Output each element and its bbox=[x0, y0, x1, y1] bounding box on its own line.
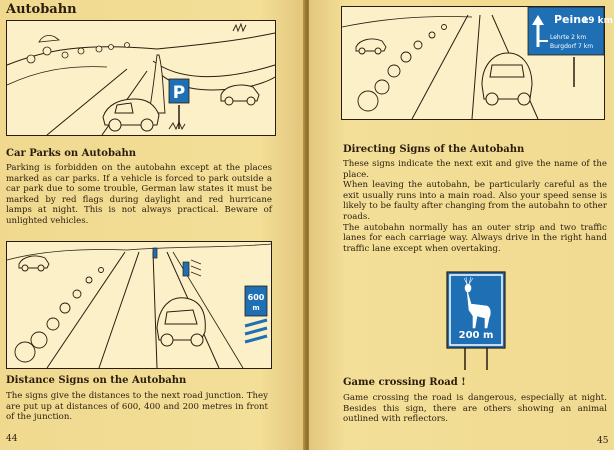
distance-signs-illustration bbox=[6, 241, 272, 369]
distance-sign-unit: m bbox=[252, 304, 260, 312]
directing-signs-paragraph-2: When leaving the autobahn, be particularly careful as the exit usually runs into a main road. Also your speed sense is likely to be faulty after changing from the autobahn to other roads. bbox=[343, 180, 607, 222]
direction-sign-line2: Lehrte 2 km bbox=[550, 34, 587, 41]
distance-signs-body: The signs give the distances to the next road junction. They are put up at distances of 600, 400 and 200 metres in front of the junction. bbox=[6, 391, 268, 423]
page-number-left: 44 bbox=[6, 434, 18, 444]
directing-sign-drawing bbox=[342, 7, 614, 119]
section-heading-directing-signs: Directing Signs of the Autobahn bbox=[343, 144, 525, 155]
distance-sign-number: 600 bbox=[247, 293, 265, 302]
game-sign-label: 200 m bbox=[458, 330, 494, 341]
directing-signs-paragraph-3: The autobahn normally has an outer strip and two traffic lanes for each carriage way. Always drive in the right hand traffic lane except when overtaking. bbox=[343, 222, 607, 254]
left-page bbox=[0, 0, 305, 450]
section-heading-game-crossing: Game crossing Road ! bbox=[343, 377, 466, 388]
directing-signs-paragraph-1: These signs indicate the next exit and give the name of the place. bbox=[343, 159, 607, 180]
car-park-drawing bbox=[7, 21, 275, 135]
direction-sign-destination: Peine bbox=[554, 13, 589, 26]
game-crossing-sign bbox=[445, 270, 507, 370]
direction-sign-distance: 19 km bbox=[582, 16, 614, 26]
car-parks-body: Parking is forbidden on the autobahn except at the places marked as car parks. If a vehicle is forced to park outside a car park due to some trouble, German law states it must be marked by red flags during daylight and red hurricane lamps at night. This is not always practical. Beware of unlighted vehicles. bbox=[6, 163, 272, 226]
right-page bbox=[309, 0, 614, 450]
game-crossing-body: Game crossing the road is dangerous, especially at night. Besides this sign, there are others showing an animal outlined with reflectors. bbox=[343, 393, 607, 425]
section-heading-car-parks: Car Parks on Autobahn bbox=[6, 148, 136, 159]
page-number-right: 45 bbox=[597, 436, 609, 446]
directing-sign-illustration bbox=[341, 6, 614, 120]
direction-sign-line3: Burgdorf 7 km bbox=[550, 43, 594, 50]
distance-signs-drawing bbox=[7, 242, 271, 368]
car-park-illustration bbox=[6, 20, 276, 136]
game-crossing-drawing bbox=[445, 270, 507, 370]
running-head: Autobahn bbox=[6, 2, 77, 17]
directing-signs-body bbox=[343, 159, 607, 254]
section-heading-distance-signs: Distance Signs on the Autobahn bbox=[6, 375, 187, 386]
parking-sign-letter: P bbox=[172, 83, 186, 103]
